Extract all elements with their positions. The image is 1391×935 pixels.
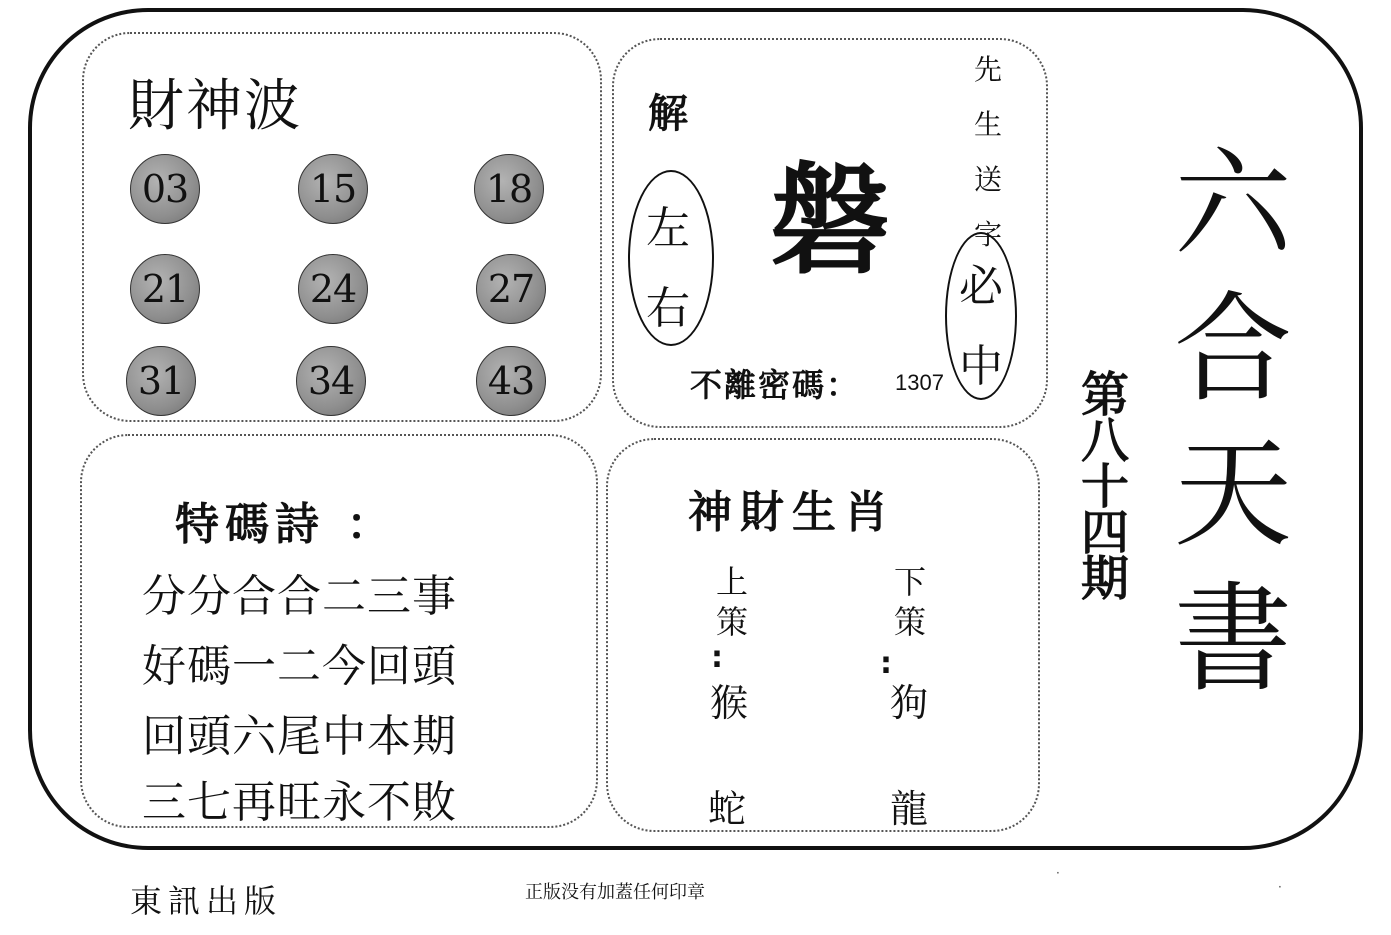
issue-char: 四 [1080, 505, 1129, 561]
lower-plan-char: 下 [893, 563, 926, 601]
solve-label: 解 [648, 91, 688, 137]
poem-line: 三七再旺永不敗 [142, 777, 457, 828]
upper-plan-char: 上 [715, 563, 748, 601]
giver-char: 字 [973, 218, 1002, 251]
secret-code-value: 1307 [895, 370, 944, 395]
issue-char: 期 [1080, 551, 1129, 607]
left-char: 左 [646, 203, 690, 254]
wealth-wave-title: 財神波 [128, 74, 302, 139]
book-title [1168, 132, 1298, 712]
book-title-char: 書 [1173, 570, 1292, 708]
must-char: 必 [959, 261, 1003, 312]
giver-text [970, 42, 1006, 262]
upper-plan-label [712, 562, 752, 642]
lower-plan-label [890, 562, 930, 642]
issue-char: 八 [1080, 413, 1129, 469]
issue-char: 第 [1080, 367, 1129, 423]
scan-speck: · [1056, 866, 1060, 880]
book-title-char: 天 [1173, 425, 1292, 563]
scan-speck: · [1278, 880, 1282, 894]
number-ball: 34 [296, 346, 366, 416]
book-title-char: 合 [1173, 280, 1292, 418]
giver-char: 送 [973, 163, 1002, 196]
number-ball: 21 [130, 254, 200, 324]
poem-line: 好碼一二今回頭 [142, 641, 457, 692]
poem-line: 回頭六尾中本期 [142, 711, 457, 762]
plan-char: 策 [715, 603, 748, 641]
number-ball: 03 [130, 154, 200, 224]
secret-code-label: 不離密碼： [690, 366, 861, 404]
plan-char: 策 [893, 603, 926, 641]
issue-number [1080, 367, 1130, 607]
number-ball: 18 [474, 154, 544, 224]
giver-char: 生 [973, 108, 1002, 141]
number-ball: 15 [298, 154, 368, 224]
upper-animal: 猴 [710, 681, 749, 725]
lower-animal: 龍 [890, 787, 929, 831]
authenticity-notice: 正版没有加蓋任何印章 [525, 882, 705, 903]
colon-mark: : [711, 640, 723, 675]
riddle-character: 磐 [770, 152, 890, 291]
zodiac-title: 神財生肖 [688, 487, 896, 538]
colon-mark: : [880, 646, 892, 681]
lower-animal: 狗 [890, 681, 929, 725]
number-ball: 27 [476, 254, 546, 324]
poem-title: 特碼詩 ： [175, 499, 397, 550]
upper-animal: 蛇 [708, 787, 747, 831]
giver-char: 先 [973, 53, 1002, 86]
right-word-char: 右 [646, 283, 690, 334]
poem-line: 分分合合二三事 [142, 571, 457, 622]
hit-char: 中 [959, 341, 1003, 392]
number-ball: 43 [476, 346, 546, 416]
issue-char: 十 [1080, 459, 1129, 515]
number-ball: 31 [126, 346, 196, 416]
number-ball: 24 [298, 254, 368, 324]
publisher-name: 東訊出版 [130, 882, 283, 920]
book-title-char: 六 [1173, 135, 1292, 273]
